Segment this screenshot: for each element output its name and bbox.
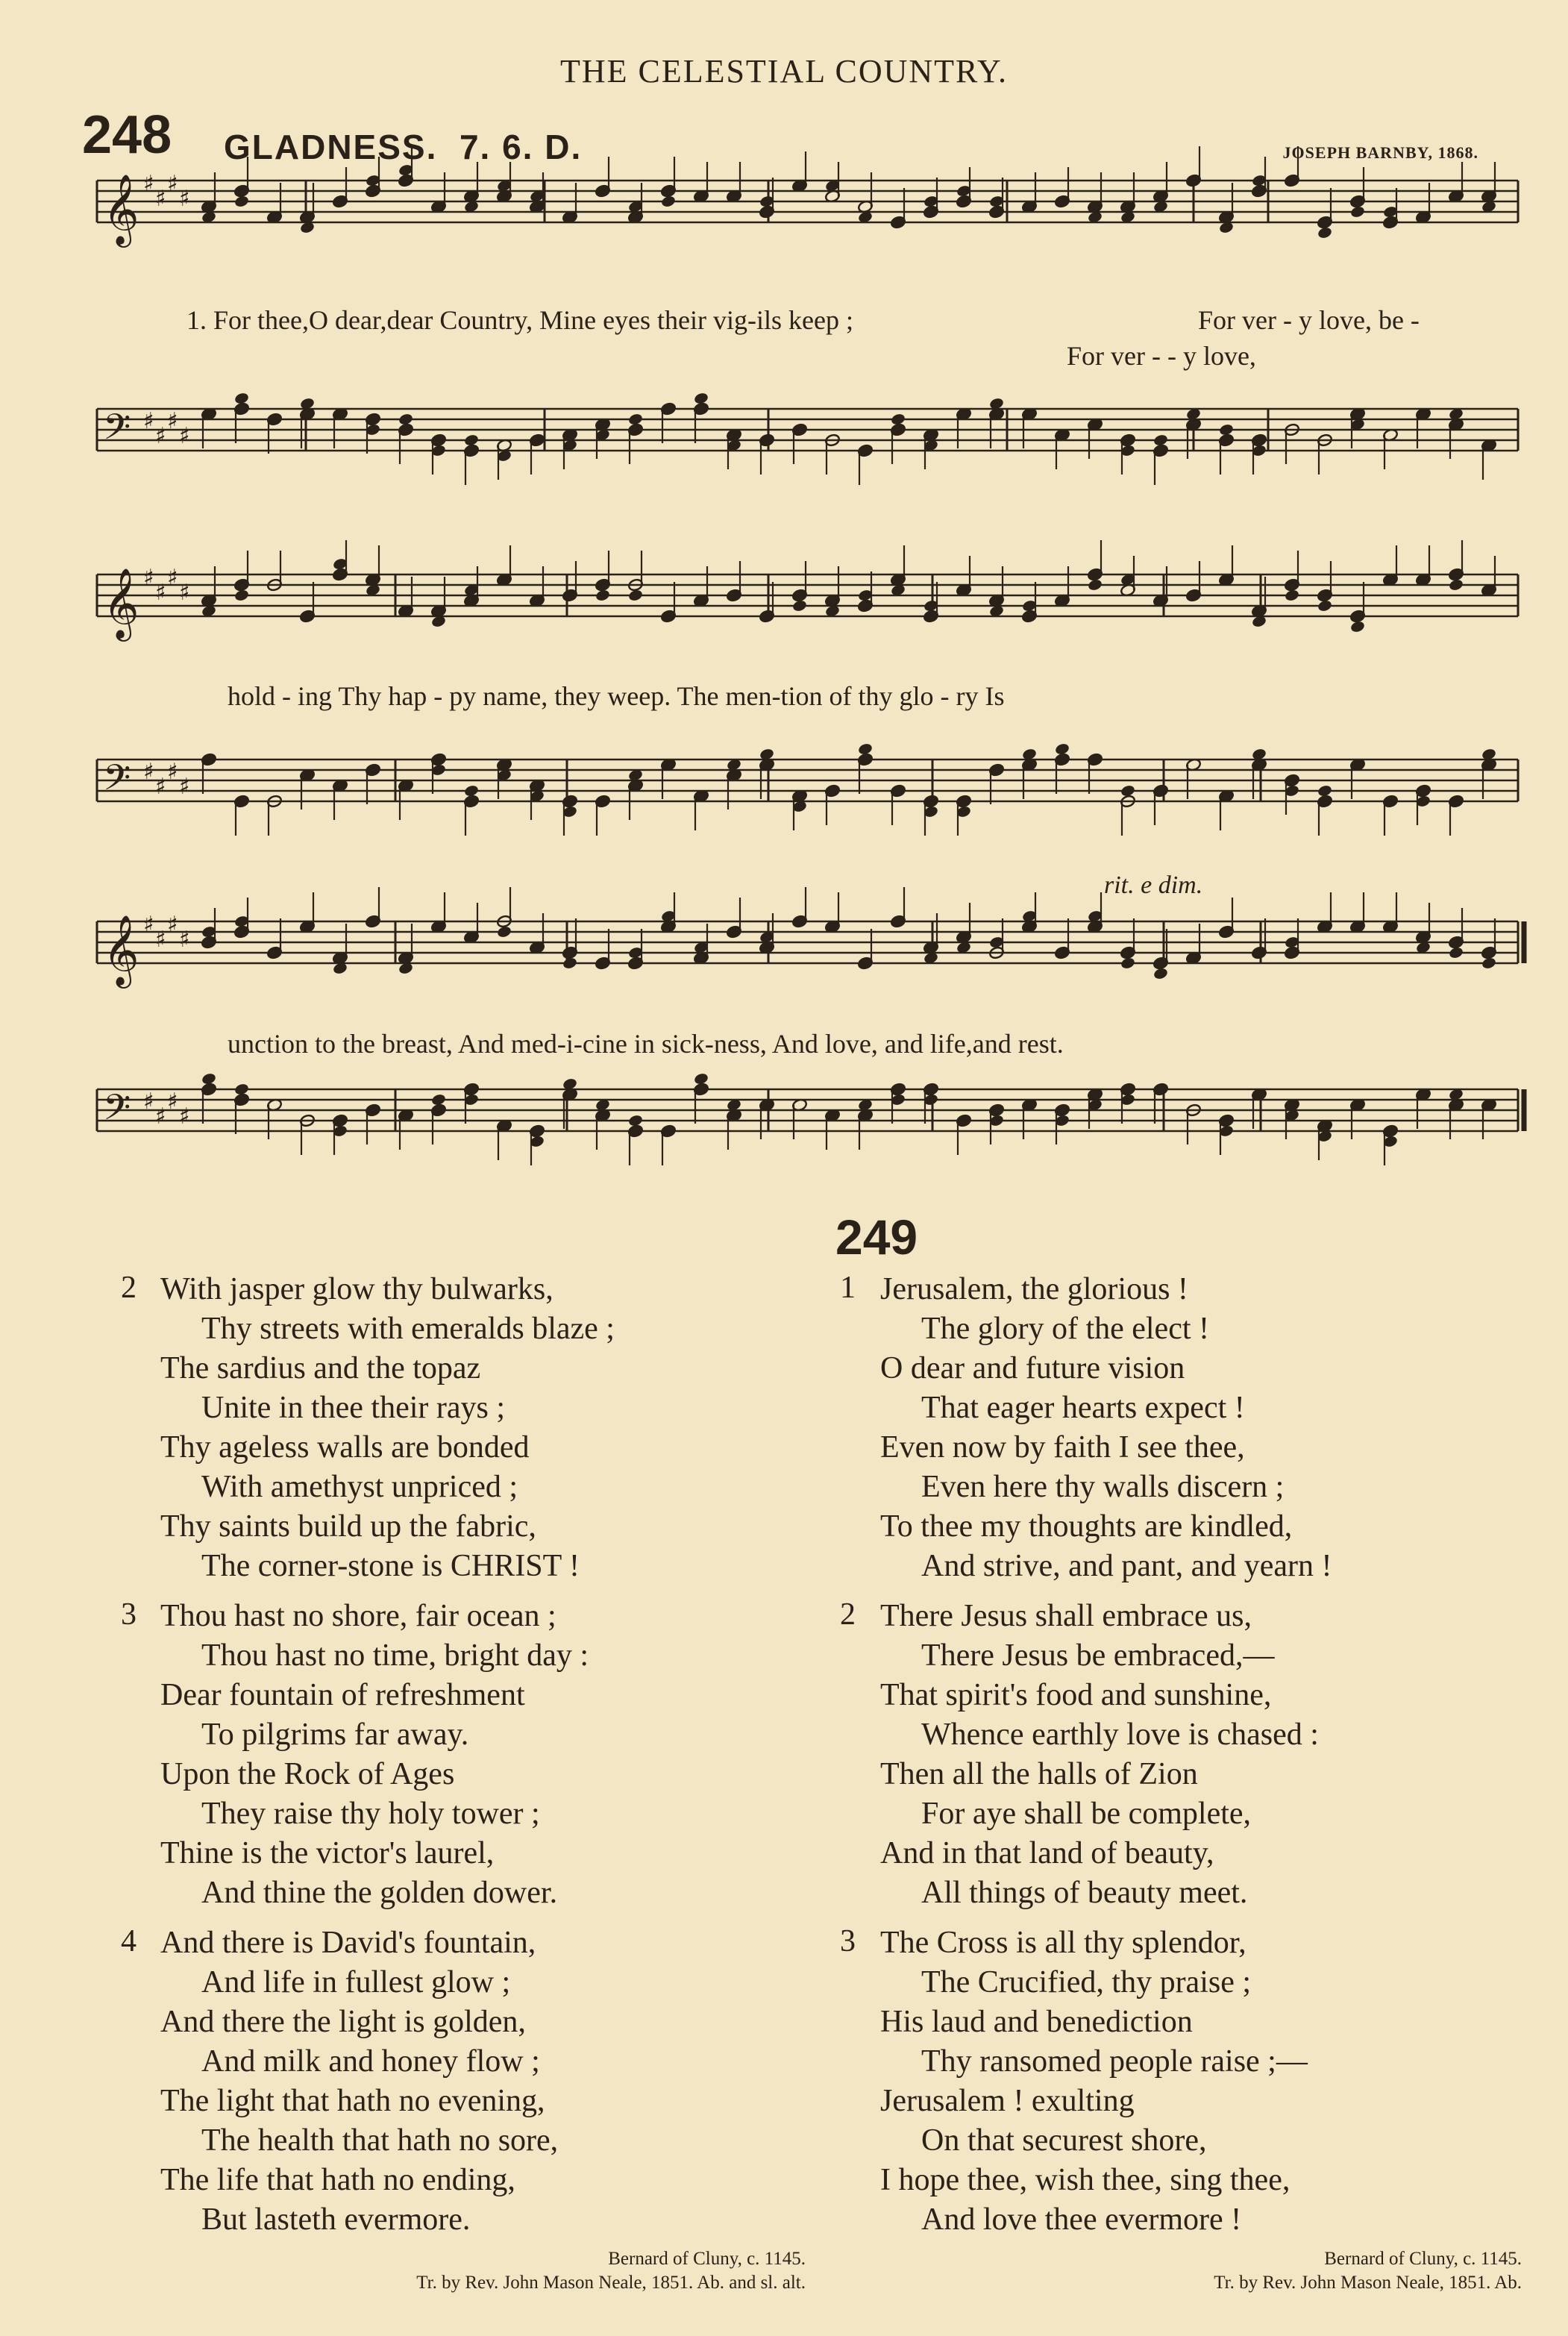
verse-line: Jerusalem, the glorious ! <box>880 1272 1188 1306</box>
note-head <box>496 925 512 939</box>
sharp-icon: ♯ <box>155 774 166 800</box>
verse-line: His laud and benediction <box>880 2005 1193 2039</box>
verse-line: Upon the Rock of Ages <box>160 1757 455 1791</box>
note-head <box>1481 956 1496 970</box>
verse-line: With jasper glow thy bulwarks, <box>160 1272 553 1306</box>
sharp-icon: ♯ <box>167 912 178 938</box>
sharp-icon: ♯ <box>167 565 178 591</box>
sharp-icon: ♯ <box>155 927 166 953</box>
verse-line: To pilgrims far away. <box>201 1717 469 1752</box>
note-head <box>1448 578 1464 592</box>
note-head <box>463 784 479 798</box>
verse-line: And life in fullest glow ; <box>201 1965 511 2000</box>
treble-clef-icon: 𝄞 <box>103 174 139 245</box>
note-head <box>595 589 610 602</box>
verse-line: Then all the halls of Zion <box>880 1757 1198 1791</box>
note-head <box>1317 226 1332 239</box>
note-head <box>857 742 873 756</box>
verse-line: O dear and future vision <box>880 1351 1185 1385</box>
note-head <box>233 1083 249 1096</box>
verse-line: The health that hath no sore, <box>201 2123 559 2158</box>
sharp-icon: ♯ <box>167 1089 178 1115</box>
lyric-line-1: 1. For thee,O dear,dear Country, Mine eyes their vig-ils keep ; <box>186 305 853 335</box>
verse-line: And there is David's fountain, <box>160 1926 536 1960</box>
verse-line: All things of beauty meet. <box>921 1876 1248 1910</box>
note-head <box>430 1093 446 1106</box>
sharp-icon: ♯ <box>143 565 154 591</box>
sharp-icon: ♯ <box>155 580 166 606</box>
note-head <box>1120 784 1135 798</box>
note-head <box>233 589 249 602</box>
note-head <box>627 413 643 426</box>
sharp-icon: ♯ <box>167 171 178 197</box>
credit-right <box>895 2247 1522 2295</box>
treble-clef-icon: 𝄞 <box>103 915 139 986</box>
note-head <box>201 1072 216 1086</box>
verse-line: Thou hast no shore, fair ocean ; <box>160 1599 556 1633</box>
verse-line: The sardius and the topaz <box>160 1351 481 1385</box>
note-head <box>890 413 906 426</box>
bass-clef-icon: 𝄢 <box>103 1086 131 1137</box>
verse-line: Thine is the victor's laurel, <box>160 1836 495 1870</box>
note-head <box>233 195 249 208</box>
bass-clef-icon: 𝄢 <box>103 757 131 807</box>
verse-line: And there the light is golden, <box>160 2005 526 2039</box>
note-head <box>1448 946 1464 959</box>
verse-line: And thine the golden dower. <box>201 1876 558 1910</box>
lyric-line-3: unction to the breast, And med-i-cine in sick-ness, And love, and life,and rest. <box>228 1029 1064 1059</box>
verse-line: But lasteth evermore. <box>201 2202 471 2237</box>
verse-line: To thee my thoughts are kindled, <box>880 1509 1293 1544</box>
verse-line: The corner-stone is CHRIST ! <box>201 1549 580 1583</box>
sharp-icon: ♯ <box>179 580 190 606</box>
hymn-249-number: 249 <box>835 1209 918 1265</box>
page-header: THE CELESTIAL COUNTRY. <box>559 53 1009 90</box>
note-head <box>1317 784 1332 798</box>
sharp-icon: ♯ <box>143 171 154 197</box>
sharp-icon: ♯ <box>167 408 178 434</box>
verse-right-2 <box>880 1597 1319 1913</box>
note-head <box>398 413 413 426</box>
hymn-number: 248 <box>82 105 172 165</box>
note-head <box>1153 433 1168 447</box>
note-head <box>693 1072 709 1086</box>
tune-name: GLADNESS. <box>224 128 438 166</box>
sharp-icon: ♯ <box>143 1089 154 1115</box>
sharp-icon: ♯ <box>179 927 190 953</box>
verse-line: Whence earthly love is chased : <box>921 1717 1319 1752</box>
verse-line: There Jesus be embraced,— <box>921 1638 1275 1673</box>
verse-right-3-number: 3 <box>840 1924 856 1958</box>
treble-clef-icon: 𝄞 <box>103 568 139 639</box>
bass-clef-icon: 𝄢 <box>103 406 131 457</box>
verse-line: I hope thee, wish thee, sing thee, <box>880 2163 1291 2197</box>
note-head <box>693 392 709 405</box>
sharp-icon: ♯ <box>143 759 154 785</box>
note-head <box>463 433 479 447</box>
verse-line: That eager hearts expect ! <box>921 1391 1245 1425</box>
sharp-icon: ♯ <box>155 423 166 449</box>
note-head <box>233 392 249 405</box>
verse-line: The life that hath no ending, <box>160 2163 515 2197</box>
note-head <box>1349 620 1365 633</box>
verse-line: Thy saints build up the fabric, <box>160 1509 536 1544</box>
lyric-line-2: hold - ing Thy hap - py name, they weep. The men-tion of thy glo - ry Is <box>228 681 1005 711</box>
verse-line: The Cross is all thy splendor, <box>880 1926 1246 1960</box>
sharp-icon: ♯ <box>179 774 190 800</box>
verse-line: The Crucified, thy praise ; <box>921 1965 1252 2000</box>
lyric-line-1-alt-b: For ver - - y love, <box>1067 341 1256 371</box>
verse-line: And strive, and pant, and yearn ! <box>921 1549 1332 1583</box>
note-head <box>1218 423 1234 436</box>
verse-right-1 <box>880 1270 1332 1586</box>
verse-line: Even here thy walls discern ; <box>921 1470 1285 1504</box>
credit-right-author: Bernard of Cluny, c. 1145. <box>1324 2249 1522 2269</box>
credit-left-author: Bernard of Cluny, c. 1145. <box>608 2249 806 2269</box>
verse-line: Dear fountain of refreshment <box>160 1678 525 1712</box>
sharp-icon: ♯ <box>179 1103 190 1130</box>
verse-right-3 <box>880 1923 1308 2240</box>
verse-line: The light that hath no evening, <box>160 2084 545 2118</box>
verse-line: And love thee evermore ! <box>921 2202 1242 2237</box>
rit-marking: rit. e dim. <box>1104 871 1203 899</box>
note-head <box>1153 967 1168 980</box>
verse-line: On that securest shore, <box>921 2123 1207 2158</box>
sharp-icon: ♯ <box>167 759 178 785</box>
verse-left-3 <box>160 1597 589 1913</box>
verse-line: Thy ageless walls are bonded <box>160 1430 530 1465</box>
note-head <box>1349 205 1365 219</box>
sharp-icon: ♯ <box>143 408 154 434</box>
note-head <box>1317 599 1332 613</box>
note-head <box>1120 956 1135 970</box>
sharp-icon: ♯ <box>179 423 190 449</box>
sharp-icon: ♯ <box>143 912 154 938</box>
credit-left-translator: Tr. by Rev. John Mason Neale, 1851. Ab. and sl. alt. <box>416 2273 806 2293</box>
verse-line: And in that land of beauty, <box>880 1836 1214 1870</box>
verse-left-3-number: 3 <box>121 1597 137 1632</box>
verse-left-2 <box>160 1270 615 1586</box>
clefs <box>103 171 190 1137</box>
verse-line: Unite in thee their rays ; <box>201 1391 506 1425</box>
credit-right-translator: Tr. by Rev. John Mason Neale, 1851. Ab. <box>1214 2273 1522 2293</box>
composer: JOSEPH BARNBY, 1868. <box>1282 143 1478 162</box>
sharp-icon: ♯ <box>179 186 190 212</box>
verse-line: With amethyst unpriced ; <box>201 1470 518 1504</box>
verse-left-2-number: 2 <box>121 1271 137 1305</box>
verse-line: Thy streets with emeralds blaze ; <box>201 1312 615 1346</box>
verse-line: The glory of the elect ! <box>921 1312 1209 1346</box>
note-head <box>1284 589 1299 602</box>
note-head <box>1054 742 1070 756</box>
verse-line: They raise thy holy tower ; <box>201 1797 540 1831</box>
notes <box>201 146 1496 1165</box>
verse-left-4-number: 4 <box>121 1924 137 1958</box>
tune-meter: 7. 6. D. <box>459 128 583 166</box>
verse-line: Thy ransomed people raise ;— <box>921 2044 1308 2079</box>
verse-line: Jerusalem ! exulting <box>880 2084 1135 2118</box>
lyric-line-1-alt-a: For ver - y love, be - <box>1198 305 1420 335</box>
note-head <box>660 195 676 208</box>
verse-line: There Jesus shall embrace us, <box>880 1599 1252 1633</box>
verse-line: And milk and honey flow ; <box>201 2044 540 2079</box>
note-head <box>562 956 577 970</box>
sharp-icon: ♯ <box>155 186 166 212</box>
verse-right-1-number: 1 <box>840 1271 856 1305</box>
verse-line: That spirit's food and sunshine, <box>880 1678 1272 1712</box>
verse-right-2-number: 2 <box>840 1597 856 1632</box>
verse-line: Thou hast no time, bright day : <box>201 1638 589 1673</box>
note-head <box>1087 578 1103 592</box>
sharp-icon: ♯ <box>155 1103 166 1130</box>
verse-line: For aye shall be complete, <box>921 1797 1252 1831</box>
note-head <box>791 599 807 613</box>
verse-line: Even now by faith I see thee, <box>880 1430 1245 1465</box>
verse-left-4 <box>160 1923 558 2240</box>
note-head <box>627 1114 643 1127</box>
note-head <box>627 589 643 602</box>
credit-left <box>149 2247 806 2295</box>
